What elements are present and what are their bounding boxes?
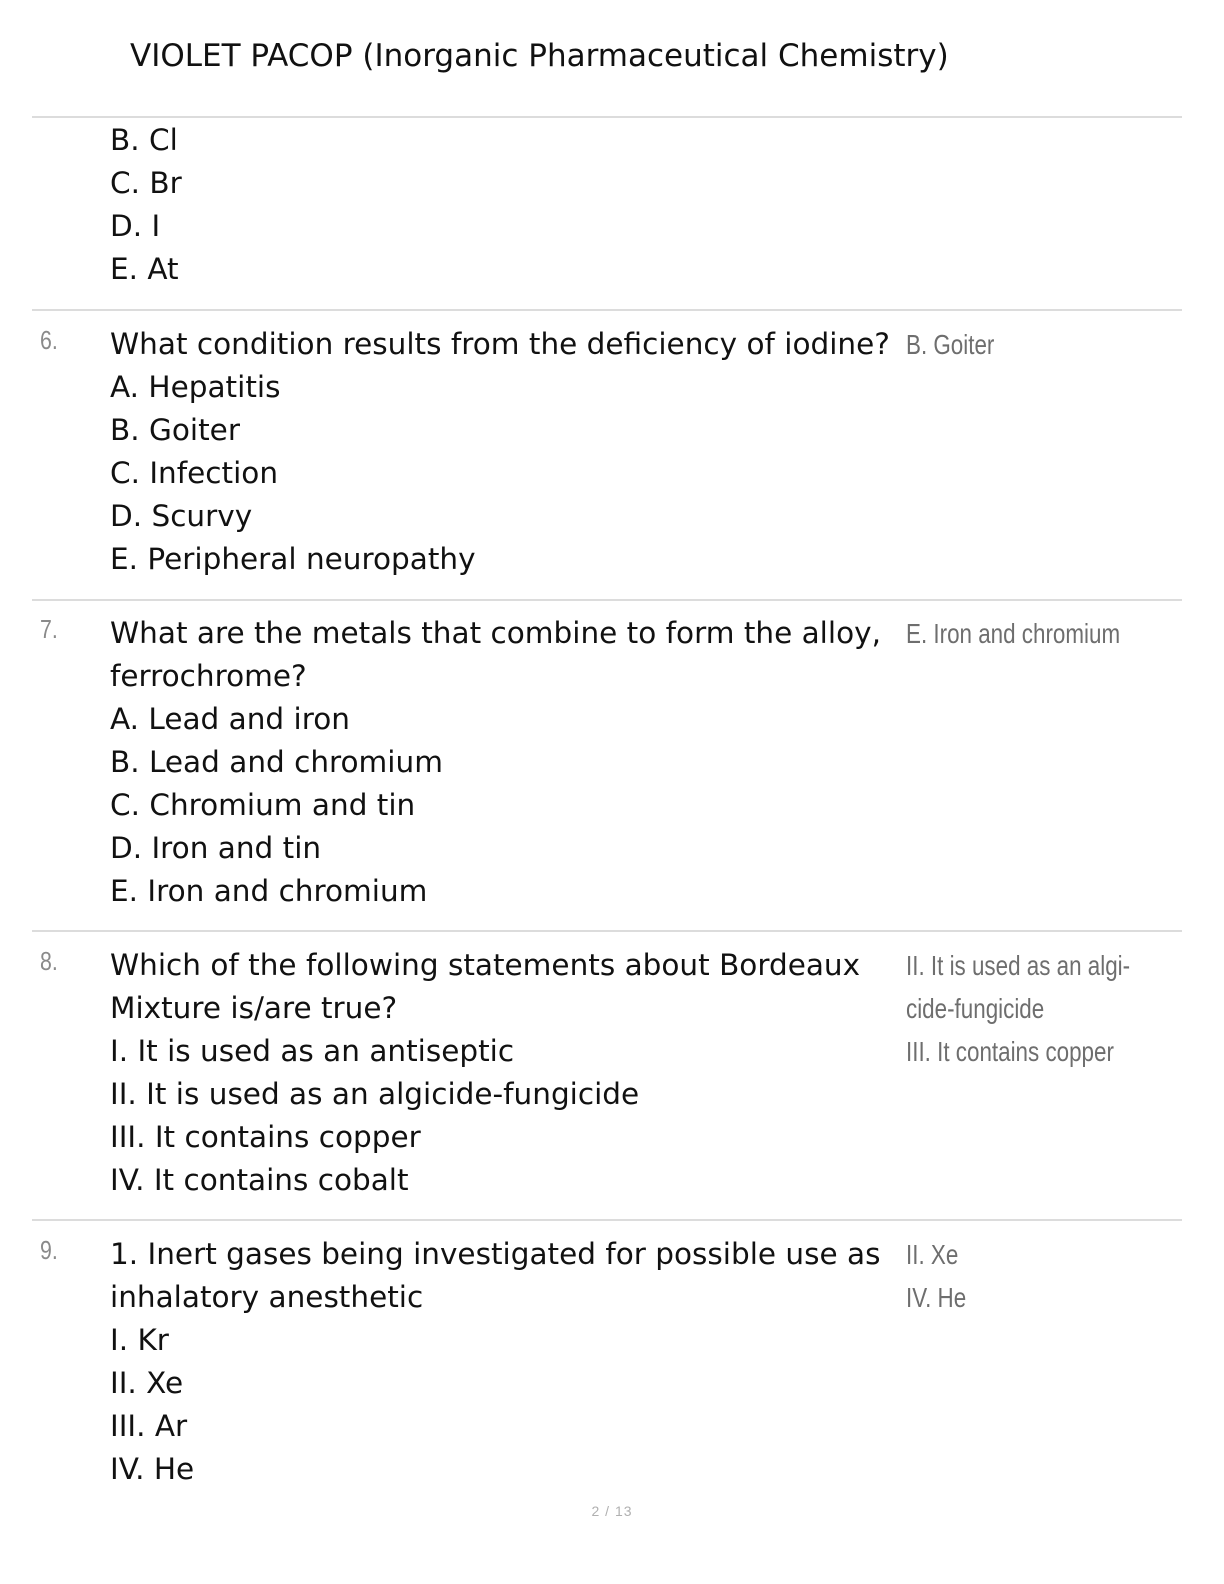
option: C. Br xyxy=(110,166,182,200)
question-text xyxy=(110,323,895,581)
divider xyxy=(32,930,1182,932)
answer-line: II. It is used as an algi- xyxy=(906,950,1131,981)
question-text xyxy=(110,1233,895,1491)
question-stem: Mixture is/are true? xyxy=(110,991,398,1025)
question-stem: inhalatory anesthetic xyxy=(110,1280,424,1314)
divider xyxy=(32,309,1182,311)
divider xyxy=(32,116,1182,118)
option: C. Chromium and tin xyxy=(110,788,416,822)
question-stem: ferrochrome? xyxy=(110,659,307,693)
option: III. It contains copper xyxy=(110,1120,421,1154)
answer-text xyxy=(906,612,1130,655)
answer-text xyxy=(906,323,1130,366)
divider xyxy=(32,599,1182,601)
option: D. I xyxy=(110,209,161,243)
question-stem: What condition results from the deficiency of iodine? xyxy=(110,327,890,361)
page-number: 2 / 13 xyxy=(591,1503,633,1519)
question-text xyxy=(110,612,895,913)
question-number: 9. xyxy=(40,1235,58,1265)
option: D. Scurvy xyxy=(110,499,253,533)
option: B. Lead and chromium xyxy=(110,745,443,779)
question-stem: Which of the following statements about Bordeaux xyxy=(110,948,861,982)
option: D. Iron and tin xyxy=(110,831,322,865)
question-stem: 1. Inert gases being investigated for possible use as xyxy=(110,1237,881,1271)
answer-line: IV. He xyxy=(906,1282,967,1313)
option: A. Lead and iron xyxy=(110,702,350,736)
option: E. Peripheral neuropathy xyxy=(110,542,476,576)
option: IV. It contains cobalt xyxy=(110,1163,409,1197)
option: B. Cl xyxy=(110,123,178,157)
question-number: 7. xyxy=(40,614,58,644)
option: B. Goiter xyxy=(110,413,240,447)
answer-text xyxy=(906,1233,1130,1319)
question-text xyxy=(110,944,895,1202)
question-number: 6. xyxy=(40,325,58,355)
option: III. Ar xyxy=(110,1409,188,1443)
answer-line: cide-fungicide xyxy=(906,993,1045,1024)
option: A. Hepatitis xyxy=(110,370,281,404)
answer-text xyxy=(906,944,1130,1073)
continued-options xyxy=(110,119,895,291)
option: II. It is used as an algicide-fungicide xyxy=(110,1077,640,1111)
question-number: 8. xyxy=(40,946,58,976)
option: I. It is used as an antiseptic xyxy=(110,1034,515,1068)
answer-line: II. Xe xyxy=(906,1239,959,1270)
option: IV. He xyxy=(110,1452,195,1486)
answer-line: B. Goiter xyxy=(906,329,995,360)
page-title: VIOLET PACOP (Inorganic Pharmaceutical Chemistry) xyxy=(130,38,949,74)
option: E. Iron and chromium xyxy=(110,874,428,908)
option: II. Xe xyxy=(110,1366,184,1400)
answer-line: III. It contains copper xyxy=(906,1036,1114,1067)
option: C. Infection xyxy=(110,456,279,490)
question-stem: What are the metals that combine to form the alloy, xyxy=(110,616,881,650)
answer-line: E. Iron and chromium xyxy=(906,618,1121,649)
option: E. At xyxy=(110,252,179,286)
option: I. Kr xyxy=(110,1323,169,1357)
divider xyxy=(32,1219,1182,1221)
